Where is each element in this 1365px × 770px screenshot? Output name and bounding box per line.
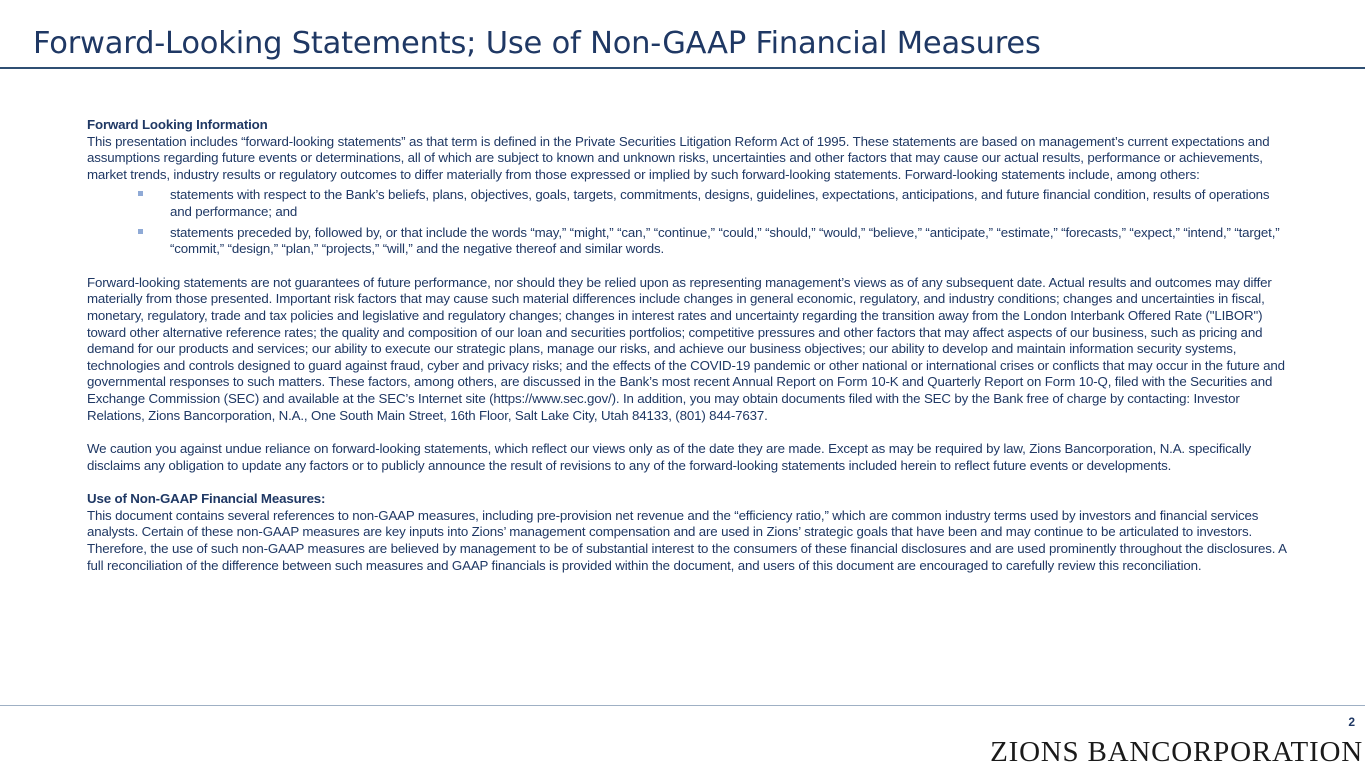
footer-divider <box>0 705 1365 706</box>
list-item <box>87 187 1290 220</box>
zions-bancorporation-logo: ZIONS BANCORPORATION <box>990 736 1363 768</box>
forward-looking-bullet-list <box>87 187 1290 257</box>
page-title: Forward-Looking Statements; Use of Non-GAAP Financial Measures <box>33 26 1041 61</box>
page-number: 2 <box>1348 715 1355 729</box>
bullet-text: statements preceded by, followed by, or that include the words “may,” “might,” “can,” “continue,” “could,” “should,” “would,” “believe,” “anticipate,” “estimate,” “forecasts,” “expect,” “intend,” “target,” “commit,” “design,” “plan,” “projects,” “will,” and the negative thereof and similar words. <box>170 224 1280 257</box>
spacer <box>87 474 1290 491</box>
risk-factors-paragraph: Forward-looking statements are not guarantees of future performance, nor should they be relied upon as representing management’s views as of any subsequent date. Actual results and outcomes may differ materially from those presented. Important risk factors that may cause such material differences include changes in general economic, regulatory, and industry conditions; changes and uncertainties in fiscal, monetary, regulatory, trade and tax policies and legislative and regulatory changes; changes in interest rates and uncertainty regarding the transition away from the London Interbank Offered Rate ("LIBOR") toward other alternative reference rates; the quality and composition of our loan and securities portfolios; competitive pressures and other factors that may affect aspects of our business, such as pricing and demand for our products and services; our ability to execute our strategic plans, manage our risks, and achieve our business objectives; our ability to develop and maintain information security systems, technologies and controls designed to guard against fraud, cyber and privacy risks; and the effects of the COVID-19 pandemic or other national or international crises or conflicts that may occur in the future and governmental responses to such matters. These factors, among others, are discussed in the Bank’s most recent Annual Report on Form 10-K and Quarterly Report on Form 10-Q, filed with the Securities and Exchange Commission (SEC) and available at the SEC’s Internet site (https://www.sec.gov/). In addition, you may obtain documents filed with the SEC by the Bank free of charge by contacting: Investor Relations, Zions Bancorporation, N.A., One South Main Street, 16th Floor, Salt Lake City, Utah 84133, (801) 844-7637. <box>87 274 1285 423</box>
square-bullet-icon <box>138 191 143 196</box>
spacer <box>87 258 1290 275</box>
non-gaap-paragraph: This document contains several references to non-GAAP measures, including pre-provision net revenue and the “efficiency ratio,” which are common industry terms used by investors and financial services analysts. Certain of these non-GAAP measures are key inputs into Zions’ management compensation and are used in Zions’ strategic goals that have been and may continue to be articulated to investors. Therefore, the use of such non-GAAP measures are believed by management to be of substantial interest to the consumers of these financial disclosures and are used prominently throughout the disclosures. A full reconciliation of the difference between such measures and GAAP financials is provided within the document, and users of this document are encouraged to carefully review this reconciliation. <box>87 507 1287 573</box>
disclaimer-body <box>87 117 1290 574</box>
title-divider <box>0 67 1365 69</box>
spacer <box>87 424 1290 441</box>
forward-looking-heading: Forward Looking Information <box>87 117 268 132</box>
list-item <box>87 225 1290 258</box>
bullet-text: statements with respect to the Bank’s beliefs, plans, objectives, goals, targets, commitments, designs, guidelines, expectations, anticipations, and future financial condition, results of operations and performance; and <box>170 187 1270 219</box>
non-gaap-heading: Use of Non-GAAP Financial Measures: <box>87 491 326 507</box>
square-bullet-icon <box>138 229 143 234</box>
caution-paragraph: We caution you against undue reliance on forward-looking statements, which reflect our views only as of the date they are made. Except as may be required by law, Zions Bancorporation, N.A. specifically disclaims any obligation to update any factors or to publicly announce the result of revisions to any of the forward-looking statements included herein to reflect future events or developments. <box>87 441 1251 473</box>
forward-looking-intro: This presentation includes “forward-looking statements” as that term is defined in the Private Securities Litigation Reform Act of 1995. These statements are based on management’s current expectations and assumptions regarding future events or determinations, all of which are subject to known and unknown risks, uncertainties and other factors that may cause our actual results, performance or achievements, market trends, industry results or regulatory outcomes to differ materially from those expressed or implied by such forward-looking statements. Forward-looking statements include, among others: <box>87 133 1270 182</box>
